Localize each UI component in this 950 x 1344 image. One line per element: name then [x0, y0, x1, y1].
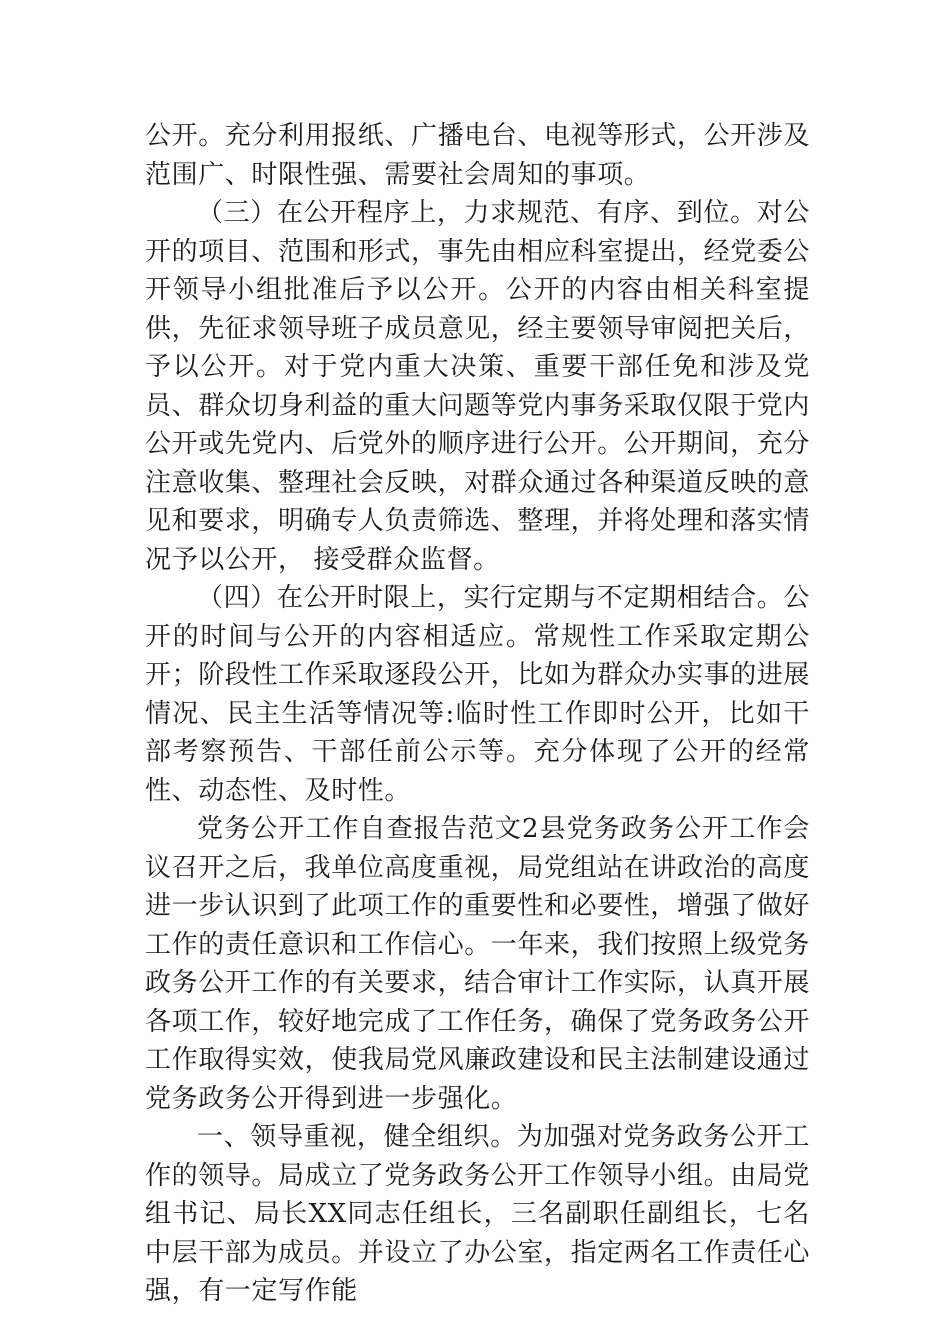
document-page [145, 117, 810, 1311]
paragraph-report-sample-2: 党务公开工作自查报告范文2县党务政务公开工作会议召开之后，我单位高度重视，局党组站在讲政治的高度进一步认识到了此项工作的重要性和必要性，增强了做好工作的责任意识和工作信心。一年来，我们按照上级党务政务公开工作的有关要求，结合审计工作实际，认真开展各项工作，较好地完成了工作任务，确保了党务政务公开工作取得实效，使我局党风廉政建设和民主法制建设通过党务政务公开得到进一步强化。 [145, 814, 811, 1114]
paragraph-time-limit: （四）在公开时限上，实行定期与不定期相结合。公开的时间与公开的内容相适应。常规性工作采取定期公开；阶段性工作采取逐段公开，比如为群众办实事的进展情况、民主生活等情况等:临时性工作即时公开，比如干部考察预告、干部任前公示等。充分体现了公开的经常性、动态性、及时性。 [145, 583, 811, 806]
paragraph-leadership: 一、领导重视，健全组织。为加强对党务政务公开工作的领导。局成立了党务政务公开工作领导小组。由局党组书记、局长XX同志任组长，三名副职任副组长，七名中层干部为成员。并设立了办公室，指定两名工作责任心强，有一定写作能 [145, 1122, 811, 1306]
paragraph-continuation: 公开。充分利用报纸、广播电台、电视等形式，公开涉及范围广、时限性强、需要社会周知的事项。 [145, 121, 811, 190]
paragraph-procedure: （三）在公开程序上，力求规范、有序、到位。对公开的项目、范围和形式，事先由相应科室提出，经党委公开领导小组批准后予以公开。公开的内容由相关科室提供，先征求领导班子成员意见，经主要领导审阅把关后，予以公开。对于党内重大决策、重要干部任免和涉及党员、群众切身利益的重大问题等党内事务采取仅限于党内公开或先党内、后党外的顺序进行公开。公开期间，充分注意收集、整理社会反映，对群众通过各种渠道反映的意见和要求，明确专人负责筛选、整理，并将处理和落实情况予以公开， 接受群众监督。 [145, 198, 811, 575]
